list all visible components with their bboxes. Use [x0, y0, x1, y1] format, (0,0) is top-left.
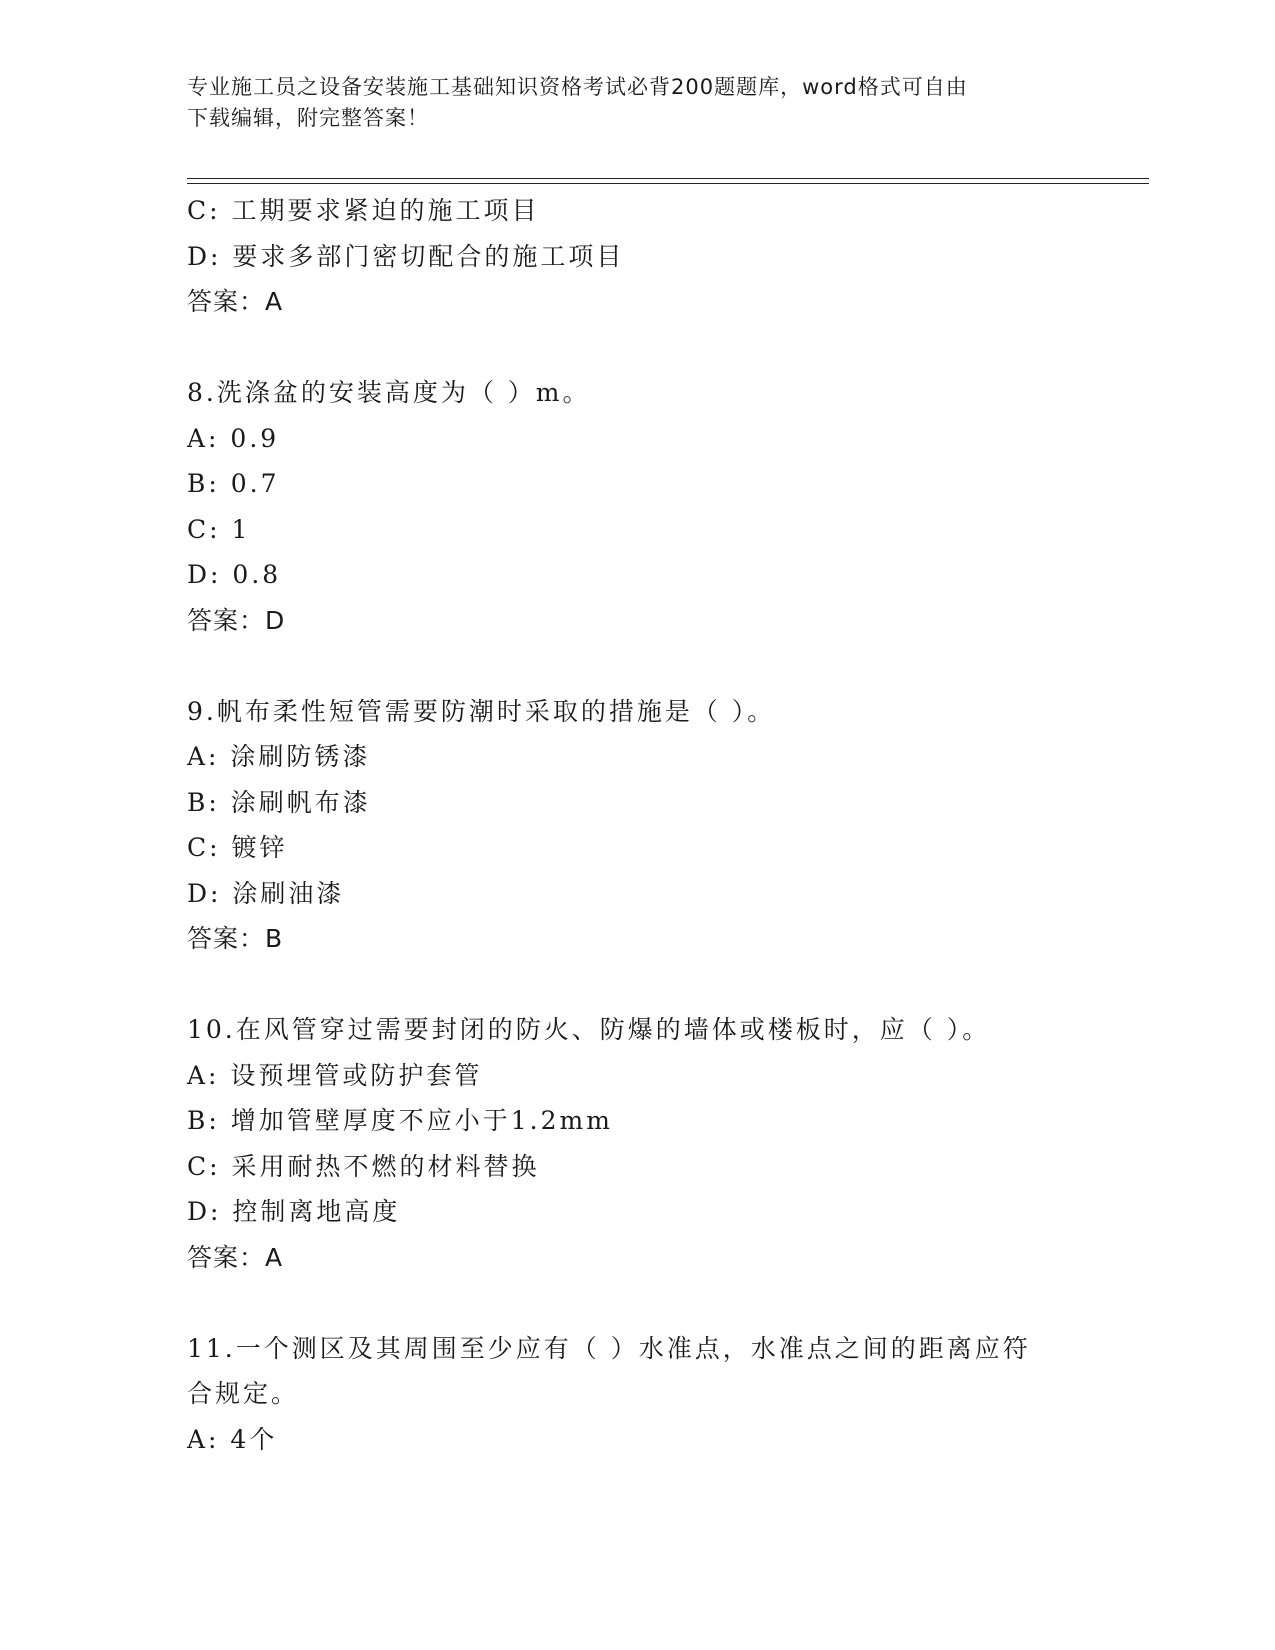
question-stem: 9.帆布柔性短管需要防潮时采取的措施是（ ）。	[187, 696, 776, 726]
spacer	[187, 962, 1087, 1008]
question-list	[187, 188, 1087, 1462]
header-divider-top	[187, 178, 1149, 179]
option-line: A: 设预埋管或防护套管	[187, 1060, 483, 1090]
document-header	[187, 72, 1087, 134]
option-line: B: 增加管壁厚度不应小于1.2mm	[187, 1106, 613, 1135]
option-line: B: 0.7	[187, 469, 280, 498]
option-line: C: 采用耐热不燃的材料替换	[187, 1151, 540, 1181]
option-line: A: 涂刷防锈漆	[187, 742, 371, 771]
question-stem: 8.洗涤盆的安装高度为（ ）m。	[187, 378, 591, 407]
option-line: A: 0.9	[187, 423, 280, 453]
option-line: A: 4个	[187, 1424, 278, 1454]
spacer	[187, 1280, 1087, 1326]
option-line: D: 涂刷油漆	[187, 878, 345, 908]
header-divider-bottom	[187, 183, 1149, 184]
answer-line: 答案：B	[187, 924, 284, 953]
question-stem-continued: 合规定。	[187, 1379, 300, 1408]
spacer	[187, 325, 1087, 371]
option-line: D: 要求多部门密切配合的施工项目	[187, 241, 625, 271]
option-line: C: 工期要求紧迫的施工项目	[187, 196, 540, 225]
option-line: B: 涂刷帆布漆	[187, 787, 371, 817]
question-stem: 11.一个测区及其周围至少应有（ ）水准点，水准点之间的距离应符	[187, 1333, 1031, 1363]
option-line: D: 0.8	[187, 560, 282, 589]
header-line-2: 下载编辑，附完整答案！	[187, 106, 429, 130]
answer-line: 答案：A	[187, 1242, 284, 1272]
question-stem: 10.在风管穿过需要封闭的防火、防爆的墙体或楼板时，应（ ）。	[187, 1015, 991, 1044]
option-line: D: 控制离地高度	[187, 1197, 401, 1226]
answer-line: 答案：A	[187, 287, 284, 316]
spacer	[187, 643, 1087, 689]
header-line-1: 专业施工员之设备安装施工基础知识资格考试必背200题题库，word格式可自由	[187, 75, 968, 99]
option-line: C: 1	[187, 514, 251, 544]
answer-line: 答案：D	[187, 605, 286, 635]
option-line: C: 镀锌	[187, 833, 288, 862]
